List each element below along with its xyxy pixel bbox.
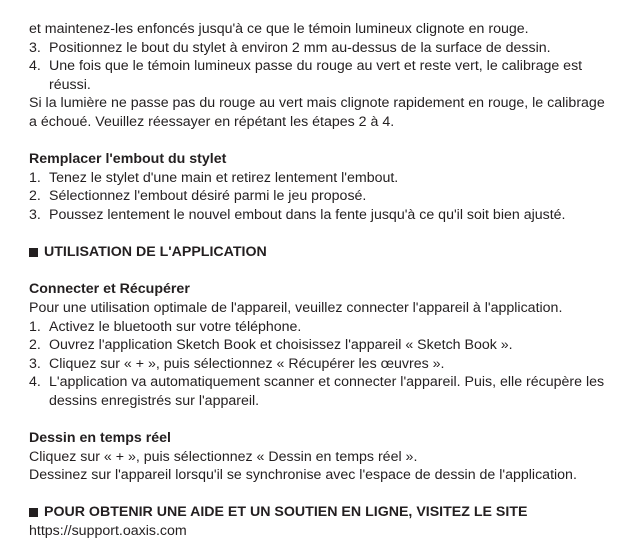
realtime-line-2: Dessinez sur l'appareil lorsqu'il se synchronise avec l'espace de dessin de l'application.: [29, 467, 577, 484]
app-section-heading: UTILISATION DE L'APPLICATION: [29, 243, 607, 262]
realtime-heading: Dessin en temps réel: [29, 430, 171, 447]
connect-heading: Connecter et Récupérer: [29, 281, 190, 298]
realtime-line-1: Cliquez sur « + », puis sélectionnez « Dessin en temps réel ».: [29, 448, 418, 465]
list-item: 3. Positionnez le bout du stylet à environ 2 mm au-dessus de la surface de dessin.: [29, 39, 551, 56]
list-item: 2. Ouvrez l'application Sketch Book et choisissez l'appareil « Sketch Book ».: [29, 337, 513, 354]
list-item: 3. Poussez lentement le nouvel embout dans la fente jusqu'à ce qu'il soit bien ajusté.: [29, 206, 566, 223]
calibration-note: Si la lumière ne passe pas du rouge au vert mais clignote rapidement en rouge, le calibrage a échoué. Veuillez réessayer en répétant les étapes 2 à 4.: [29, 95, 605, 130]
square-bullet-icon: [29, 508, 38, 517]
intro-continuation: et maintenez-les enfoncés jusqu'à ce que le témoin lumineux clignote en rouge.: [29, 21, 529, 37]
spacer: [29, 132, 607, 151]
replace-tip-heading: Remplacer l'embout du stylet: [29, 151, 227, 168]
list-item: 3. Cliquez sur « + », puis sélectionnez « Récupérer les œuvres ».: [29, 355, 445, 372]
spacer: [29, 485, 607, 504]
spacer: [29, 410, 607, 429]
connect-steps: [29, 318, 607, 411]
list-item: 2. Sélectionnez l'embout désiré parmi le jeu proposé.: [29, 188, 367, 205]
replace-tip-steps: [29, 169, 607, 225]
square-bullet-icon: [29, 248, 38, 257]
support-url[interactable]: https://support.oaxis.com: [29, 523, 187, 540]
list-item: 4. L'application va automatiquement scanner et connecter l'appareil. Puis, elle récupère les dessins enregistrés sur l'appareil.: [29, 374, 605, 409]
list-item: 4. Une fois que le témoin lumineux passe du rouge au vert et reste vert, le calibrage est réussi.: [29, 58, 583, 93]
list-item: 1. Tenez le stylet d'une main et retirez lentement l'embout.: [29, 169, 399, 186]
spacer: [29, 262, 607, 281]
spacer: [29, 225, 607, 244]
list-item: 1. Activez le bluetooth sur votre téléphone.: [29, 318, 302, 335]
manual-page: [29, 20, 607, 541]
calibration-steps: [29, 39, 607, 95]
connect-intro: Pour une utilisation optimale de l'appareil, veuillez connecter l'appareil à l'application.: [29, 299, 563, 316]
support-heading: POUR OBTENIR UNE AIDE ET UN SOUTIEN EN LIGNE, VISITEZ LE SITE: [29, 503, 607, 522]
